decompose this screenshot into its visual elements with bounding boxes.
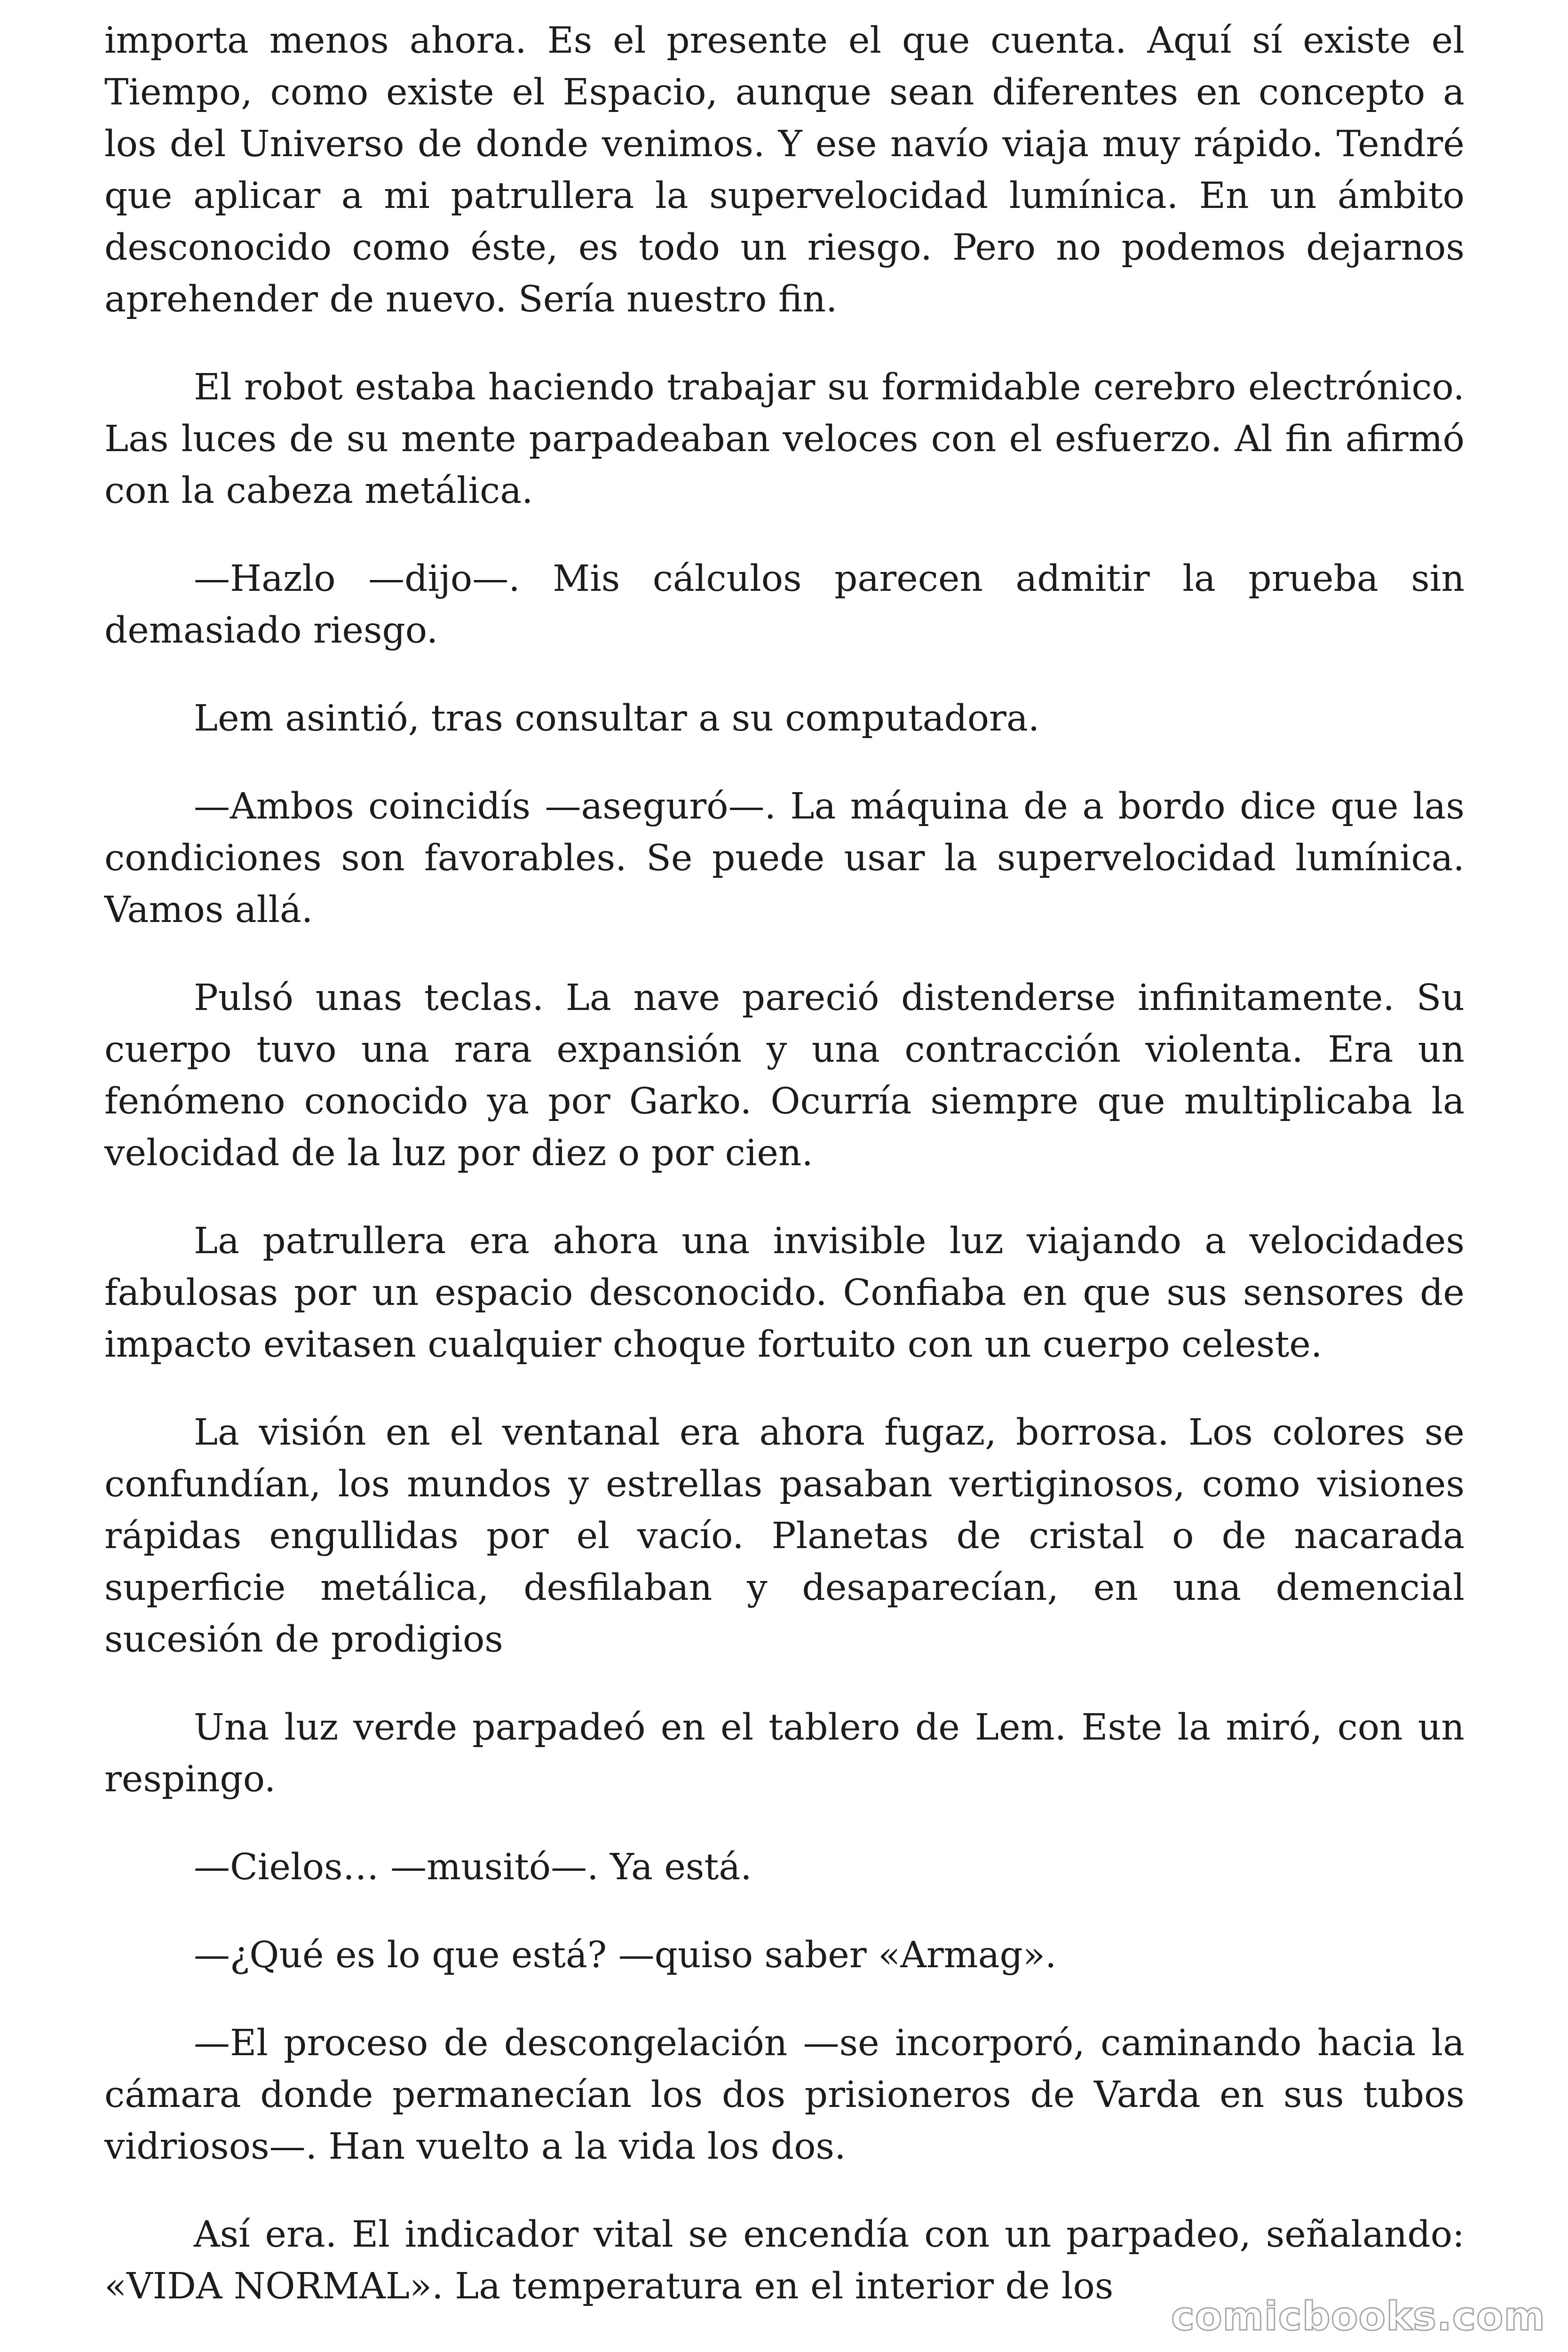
paragraph-4: Lem asintió, tras consultar a su computadora.	[194, 698, 1040, 739]
paragraph-9: Una luz verde parpadeó en el tablero de Lem. Este la miró, con un respingo.	[104, 1707, 1465, 1800]
paragraph-3: —Hazlo —dijo—. Mis cálculos parecen admitir la prueba sin demasiado riesgo.	[104, 558, 1465, 652]
paragraph-12: —El proceso de descongelación —se incorporó, caminando hacia la cámara donde permanecían los dos prisioneros de Varda en sus tubos vidriosos—. Han vuelto a la vida los dos.	[104, 2022, 1465, 2168]
paragraph-13: Así era. El indicador vital se encendía con un parpadeo, señalando: «VIDA NORMAL». La temperatura en el interior de los	[104, 2214, 1465, 2307]
paragraph-6: Pulsó unas teclas. La nave pareció distenderse infinitamente. Su cuerpo tuvo una rara expansión y una contracción violenta. Era un fenómeno conocido ya por Garko. Ocurría siempre que multiplicaba la velocidad de la luz por diez o por cien.	[104, 977, 1465, 1174]
watermark-logo: comicbooks.com	[1171, 2293, 1545, 2339]
paragraph-10: —Cielos… —musitó—. Ya está.	[194, 1846, 752, 1888]
paragraph-8: La visión en el ventanal era ahora fugaz, borrosa. Los colores se confundían, los mundos y estrellas pasaban vertiginosos, como visiones rápidas engullidas por el vacío. Planetas de cristal o de nacarada superficie metálica, desfilaban y desaparecían, en una demencial sucesión de prodigios	[104, 1412, 1465, 1661]
paragraph-5: —Ambos coincidís —aseguró—. La máquina de a bordo dice que las condiciones son favorables. Se puede usar la supervelocidad lumínica. Vamos allá.	[104, 786, 1465, 931]
paragraph-1: importa menos ahora. Es el presente el que cuenta. Aquí sí existe el Tiempo, como existe el Espacio, aunque sean diferentes en concepto a los del Universo de donde venimos. Y ese navío viaja muy rápido. Tendré que aplicar a mi patrullera la supervelocidad lumínica. En un ámbito desconocido como éste, es todo un riesgo. Pero no podemos dejarnos aprehender de nuevo. Sería nuestro fin.	[104, 20, 1465, 320]
paragraph-11: —¿Qué es lo que está? —quiso saber «Armag».	[194, 1934, 1057, 1976]
paragraph-7: La patrullera era ahora una invisible luz viajando a velocidades fabulosas por un espacio desconocido. Confiaba en que sus sensores de impacto evitasen cualquier choque fortuito con un cuerpo celeste.	[104, 1220, 1465, 1366]
paragraph-2: El robot estaba haciendo trabajar su formidable cerebro electrónico. Las luces de su mente parpadeaban veloces con el esfuerzo. Al fin afirmó con la cabeza metálica.	[104, 366, 1465, 512]
